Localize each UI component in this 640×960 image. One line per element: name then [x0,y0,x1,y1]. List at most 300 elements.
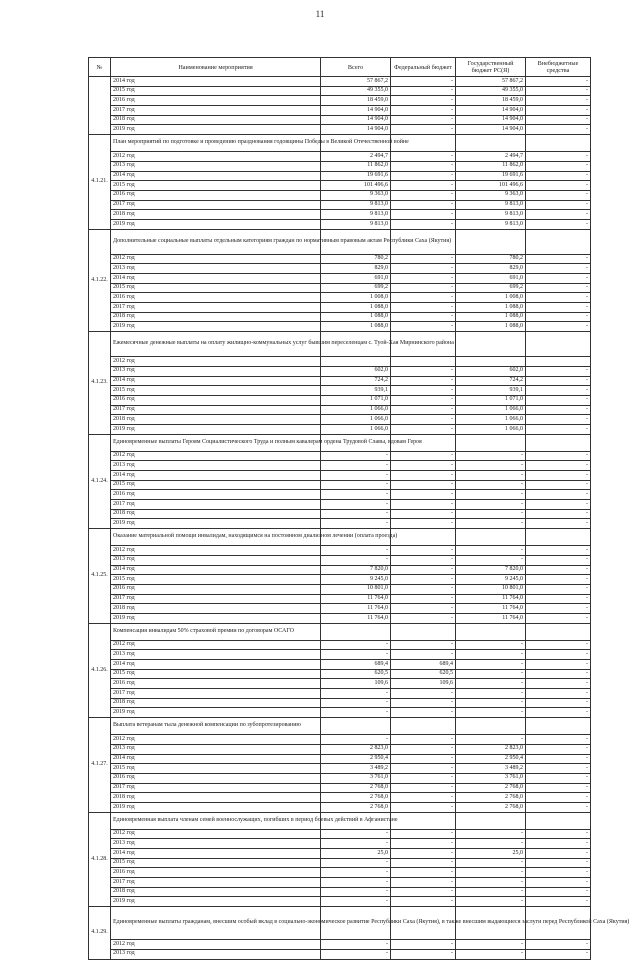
item-title: Дополнительные социальные выплаты отдельным категориям граждан по нормативным правовым актам Республики Саха (Якутия) [111,229,321,254]
extra-cell: - [526,451,591,461]
extra-cell: - [526,887,591,897]
extra-cell: - [526,555,591,565]
year-row [89,698,591,708]
state-cell: 724,2 [456,376,526,386]
year-row [89,793,591,803]
year-row [89,152,591,162]
header-extra: Внебюджетные средства [526,58,591,77]
year-cell: 2017 год [111,405,321,415]
state-cell: 1 071,0 [456,395,526,405]
federal-cell: - [391,949,456,959]
year-cell: 2017 год [111,303,321,313]
federal-cell: - [391,376,456,386]
year-cell: 2013 год [111,264,321,274]
total-cell: - [321,500,391,510]
year-cell: 2019 год [111,897,321,907]
total-cell: 3 489,2 [321,764,391,774]
extra-cell: - [526,264,591,274]
year-cell: 2018 год [111,698,321,708]
total-cell: 57 867,2 [321,77,391,87]
year-row [89,171,591,181]
state-cell: - [456,490,526,500]
extra-cell: - [526,773,591,783]
state-cell: 19 691,6 [456,171,526,181]
title-extra-cell [526,812,591,829]
header-state: Государственный бюджет РС(Я) [456,58,526,77]
state-cell: - [456,519,526,529]
federal-cell: - [391,575,456,585]
extra-cell: - [526,868,591,878]
year-row [89,461,591,471]
federal-cell: 620,5 [391,669,456,679]
total-cell [321,357,391,367]
year-cell: 2014 год [111,565,321,575]
title-extra-cell [526,718,591,735]
title-federal-cell [391,623,456,640]
total-cell: 49 355,0 [321,86,391,96]
year-row [89,773,591,783]
state-cell: 11 862,0 [456,161,526,171]
extra-cell: - [526,650,591,660]
year-cell: 2012 год [111,829,321,839]
total-cell: 109,6 [321,679,391,689]
year-cell: 2016 год [111,190,321,200]
year-row [89,471,591,481]
total-cell: - [321,839,391,849]
title-extra-cell [526,229,591,254]
extra-cell: - [526,219,591,229]
year-row [89,303,591,313]
title-extra-cell [526,135,591,152]
extra-cell: - [526,161,591,171]
year-row [89,366,591,376]
year-cell: 2019 год [111,613,321,623]
total-cell: - [321,451,391,461]
year-row [89,940,591,950]
year-row [89,546,591,556]
federal-cell: - [391,613,456,623]
federal-cell: - [391,405,456,415]
federal-cell: - [391,210,456,220]
year-row [89,200,591,210]
year-cell: 2012 год [111,254,321,264]
federal-cell: - [391,451,456,461]
federal-cell: - [391,415,456,425]
extra-cell: - [526,312,591,322]
extra-cell: - [526,171,591,181]
item-title: Ежемесячные денежные выплаты на оплату жилищно-коммунальных услуг бывшим переселенцам с. Туой-Хая Мирнинского района [111,332,321,357]
year-row [89,386,591,396]
item-number [89,77,111,135]
state-cell: - [456,546,526,556]
federal-cell: 109,6 [391,679,456,689]
title-state-cell [456,812,526,829]
year-cell: 2016 год [111,868,321,878]
year-row [89,754,591,764]
year-row [89,613,591,623]
state-cell: - [456,461,526,471]
state-cell: 11 764,0 [456,604,526,614]
total-cell: 699,2 [321,283,391,293]
extra-cell: - [526,565,591,575]
year-cell: 2015 год [111,858,321,868]
state-cell: - [456,897,526,907]
state-cell: 9 813,0 [456,210,526,220]
year-row [89,565,591,575]
year-row [89,669,591,679]
federal-cell: - [391,500,456,510]
year-row [89,274,591,284]
state-cell: - [456,640,526,650]
year-cell: 2012 год [111,546,321,556]
year-row [89,584,591,594]
year-row [89,897,591,907]
total-cell: - [321,708,391,718]
total-cell: 620,5 [321,669,391,679]
year-cell: 2018 год [111,887,321,897]
year-cell: 2017 год [111,689,321,699]
year-cell: 2017 год [111,106,321,116]
total-cell: 2 494,7 [321,152,391,162]
title-state-cell [456,229,526,254]
extra-cell: - [526,96,591,106]
extra-cell: - [526,897,591,907]
federal-cell: - [391,897,456,907]
page-number: 11 [315,9,325,19]
federal-cell: - [391,366,456,376]
state-cell: 11 764,0 [456,613,526,623]
year-row [89,219,591,229]
federal-cell: - [391,858,456,868]
extra-cell: - [526,708,591,718]
state-cell: - [456,949,526,959]
year-row [89,254,591,264]
year-cell: 2013 год [111,366,321,376]
extra-cell: - [526,77,591,87]
total-cell: 1 066,0 [321,424,391,434]
total-cell: 939,1 [321,386,391,396]
state-cell: 2 950,4 [456,754,526,764]
total-cell: 602,0 [321,366,391,376]
year-row [89,357,591,367]
year-cell: 2016 год [111,293,321,303]
total-cell: 14 904,0 [321,106,391,116]
year-row [89,689,591,699]
extra-cell: - [526,793,591,803]
state-cell: 829,0 [456,264,526,274]
total-cell: - [321,735,391,745]
extra-cell: - [526,594,591,604]
federal-cell: - [391,86,456,96]
year-row [89,509,591,519]
item-title: Оказание материальной помощи инвалидам, находящимся на постоянном диализном лечении (оплата проезда) [111,529,321,546]
total-cell: 1 071,0 [321,395,391,405]
federal-cell: - [391,254,456,264]
federal-cell: - [391,283,456,293]
total-cell: 689,4 [321,660,391,670]
year-row [89,451,591,461]
year-cell: 2018 год [111,793,321,803]
federal-cell: - [391,219,456,229]
extra-cell: - [526,689,591,699]
year-cell: 2018 год [111,115,321,125]
total-cell: - [321,471,391,481]
extra-cell: - [526,613,591,623]
year-row [89,210,591,220]
federal-cell: - [391,125,456,135]
state-cell: 14 904,0 [456,115,526,125]
total-cell: 1 088,0 [321,312,391,322]
item-title-row [89,623,591,640]
state-cell: 691,0 [456,274,526,284]
federal-cell: - [391,735,456,745]
extra-cell: - [526,802,591,812]
state-cell: 2 768,0 [456,783,526,793]
year-row [89,500,591,510]
extra-cell: - [526,210,591,220]
state-cell: 3 489,2 [456,764,526,774]
federal-cell: - [391,708,456,718]
extra-cell: - [526,490,591,500]
state-cell: 699,2 [456,283,526,293]
extra-cell: - [526,839,591,849]
extra-cell: - [526,274,591,284]
federal-cell: - [391,106,456,116]
year-row [89,424,591,434]
state-cell: - [456,858,526,868]
header-federal: Федеральный бюджет [391,58,456,77]
item-title-row [89,332,591,357]
state-cell: - [456,555,526,565]
year-cell: 2017 год [111,594,321,604]
federal-cell: - [391,698,456,708]
state-cell: - [456,868,526,878]
total-cell: 14 904,0 [321,125,391,135]
total-cell: 101 496,6 [321,181,391,191]
total-cell: 14 904,0 [321,115,391,125]
year-row [89,264,591,274]
year-cell: 2019 год [111,519,321,529]
federal-cell: - [391,386,456,396]
item-number: 4.1.24. [89,434,111,529]
state-cell: - [456,887,526,897]
total-cell: 18 459,0 [321,96,391,106]
item-number: 4.1.26. [89,623,111,718]
state-cell: - [456,689,526,699]
total-cell: 691,0 [321,274,391,284]
federal-cell: - [391,322,456,332]
year-cell: 2016 год [111,96,321,106]
state-cell: 1 088,0 [456,303,526,313]
item-title: Единовременная выплата членам семей военнослужащих, погибших в период боевых действий в Афганистане [111,812,321,829]
federal-cell: 689,4 [391,660,456,670]
extra-cell: - [526,679,591,689]
year-cell: 2015 год [111,86,321,96]
extra-cell: - [526,949,591,959]
state-cell: 2 823,0 [456,744,526,754]
extra-cell: - [526,480,591,490]
extra-cell: - [526,181,591,191]
total-cell: 11 764,0 [321,604,391,614]
item-number: 4.1.23. [89,332,111,435]
extra-cell: - [526,461,591,471]
title-extra-cell [526,529,591,546]
year-cell: 2015 год [111,386,321,396]
state-cell: 9 813,0 [456,219,526,229]
year-cell: 2019 год [111,322,321,332]
title-state-cell [456,135,526,152]
extra-cell: - [526,322,591,332]
extra-cell: - [526,366,591,376]
state-cell: 2 768,0 [456,802,526,812]
state-cell: - [456,708,526,718]
total-cell: 2 768,0 [321,802,391,812]
item-number: 4.1.29. [89,907,111,959]
year-row [89,887,591,897]
item-title: План мероприятий по подготовке и проведению празднования годовщины Победы в Великой Отечественной войне [111,135,321,152]
title-extra-cell [526,623,591,640]
item-number: 4.1.21. [89,135,111,230]
total-cell: - [321,480,391,490]
federal-cell: - [391,546,456,556]
extra-cell: - [526,86,591,96]
year-row [89,640,591,650]
year-row [89,679,591,689]
year-cell: 2017 год [111,783,321,793]
year-row [89,115,591,125]
extra-cell: - [526,293,591,303]
federal-cell: - [391,509,456,519]
extra-cell: - [526,509,591,519]
federal-cell: - [391,77,456,87]
total-cell: 9 813,0 [321,210,391,220]
extra-cell: - [526,546,591,556]
total-cell: 7 820,0 [321,565,391,575]
federal-cell: - [391,773,456,783]
federal-cell: - [391,868,456,878]
federal-cell: - [391,293,456,303]
extra-cell: - [526,386,591,396]
extra-cell [526,357,591,367]
year-cell: 2015 год [111,764,321,774]
total-cell: 724,2 [321,376,391,386]
year-row [89,849,591,859]
year-cell: 2019 год [111,424,321,434]
item-title-row [89,718,591,735]
item-title-row [89,529,591,546]
state-cell: 2 494,7 [456,152,526,162]
state-cell: 939,1 [456,386,526,396]
state-cell: - [456,480,526,490]
state-cell: 1 066,0 [456,415,526,425]
budget-table [88,57,630,960]
state-cell: 25,0 [456,849,526,859]
extra-cell: - [526,744,591,754]
year-cell: 2018 год [111,312,321,322]
federal-cell: - [391,152,456,162]
federal-cell: - [391,181,456,191]
year-cell: 2016 год [111,773,321,783]
header-name: Наименование мероприятия [111,58,321,77]
year-row [89,708,591,718]
year-cell: 2019 год [111,708,321,718]
item-title-row [89,434,591,451]
year-cell: 2014 год [111,471,321,481]
extra-cell: - [526,190,591,200]
total-cell: 19 691,6 [321,171,391,181]
federal-cell: - [391,312,456,322]
total-cell: - [321,509,391,519]
total-cell: - [321,949,391,959]
year-row [89,125,591,135]
state-cell: 1 066,0 [456,405,526,415]
total-cell: - [321,689,391,699]
year-row [89,283,591,293]
state-cell: 18 459,0 [456,96,526,106]
total-cell: - [321,858,391,868]
state-cell: 57 867,2 [456,77,526,87]
year-row [89,868,591,878]
federal-cell: - [391,555,456,565]
year-cell: 2013 год [111,161,321,171]
state-cell: 780,2 [456,254,526,264]
state-cell: - [456,669,526,679]
federal-cell: - [391,171,456,181]
federal-cell: - [391,461,456,471]
state-cell: 14 904,0 [456,106,526,116]
total-cell: 780,2 [321,254,391,264]
title-federal-cell [391,718,456,735]
year-cell: 2017 год [111,878,321,888]
total-cell: - [321,897,391,907]
federal-cell: - [391,802,456,812]
extra-cell: - [526,878,591,888]
federal-cell: - [391,744,456,754]
item-number: 4.1.25. [89,529,111,624]
item-title: Единовременные выплаты гражданам, внесшим особый вклад в социально-экономическое развитие Республики Саха (Якутия), в также внесшим выдающиеся заслуги перед Республикой Саха (Якутия) [111,907,321,940]
year-cell: 2014 год [111,171,321,181]
federal-cell: - [391,650,456,660]
year-cell: 2013 год [111,744,321,754]
state-cell: - [456,679,526,689]
year-cell: 2018 год [111,604,321,614]
state-cell: - [456,698,526,708]
extra-cell: - [526,115,591,125]
state-cell: - [456,451,526,461]
federal-cell: - [391,161,456,171]
total-cell: - [321,640,391,650]
total-cell: 9 363,0 [321,190,391,200]
total-cell: - [321,698,391,708]
state-cell: 3 761,0 [456,773,526,783]
total-cell: 11 764,0 [321,613,391,623]
year-row [89,376,591,386]
total-cell: 11 764,0 [321,594,391,604]
extra-cell: - [526,849,591,859]
item-number: 4.1.22. [89,229,111,332]
extra-cell: - [526,152,591,162]
extra-cell: - [526,858,591,868]
item-title: Компенсация инвалидам 50% страховой премии по договорам ОСАГО [111,623,321,640]
total-cell: 9 813,0 [321,219,391,229]
year-cell: 2013 год [111,949,321,959]
state-cell: 10 801,0 [456,584,526,594]
extra-cell: - [526,415,591,425]
state-cell: 14 904,0 [456,125,526,135]
total-cell: 2 768,0 [321,793,391,803]
year-row [89,96,591,106]
federal-cell: - [391,783,456,793]
